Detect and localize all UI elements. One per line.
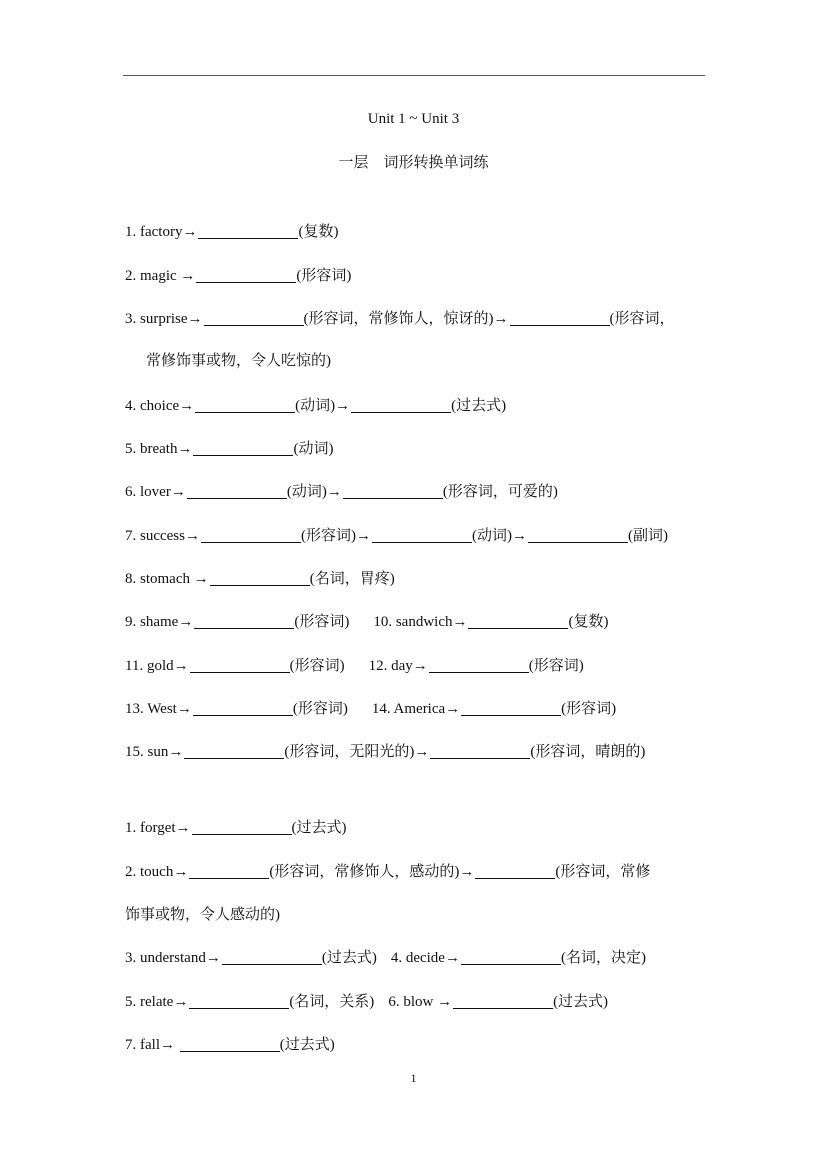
item-text: 3. surprise	[125, 311, 188, 327]
item-text: 2. magic	[125, 268, 181, 284]
arrow-icon: →	[437, 994, 453, 1010]
answer-blank[interactable]	[190, 658, 290, 673]
unit-range: Unit 1 ~ Unit 3	[367, 111, 460, 127]
exercise-item	[125, 610, 608, 631]
arrow-icon: →	[175, 820, 191, 836]
exercise-item	[125, 816, 347, 837]
answer-blank[interactable]	[198, 224, 298, 239]
arrow-icon: →	[356, 528, 371, 544]
exercise-item	[125, 437, 333, 458]
exercise-item	[125, 220, 338, 241]
answer-blank[interactable]	[461, 950, 561, 965]
arrow-icon: →	[412, 658, 428, 674]
item-text: (复数)	[568, 614, 609, 630]
item-text: (形容词，	[609, 311, 675, 327]
item-text: (动词)	[286, 484, 327, 500]
arrow-icon: →	[185, 528, 200, 544]
answer-blank[interactable]	[189, 994, 289, 1009]
answer-blank[interactable]	[195, 398, 295, 413]
item-text: (形容词，常修	[555, 864, 651, 880]
answer-blank[interactable]	[187, 484, 287, 499]
arrow-icon: →	[160, 1037, 175, 1053]
item-text: 5. relate	[125, 994, 174, 1010]
answer-blank[interactable]	[372, 528, 472, 543]
arrow-icon: →	[180, 268, 196, 284]
item-text: (过去式)	[291, 820, 347, 836]
item-text: 4. choice	[125, 398, 180, 414]
item-text: (名词，关系)	[289, 994, 375, 1010]
item-text: 7. success	[125, 528, 185, 544]
answer-blank[interactable]	[453, 994, 553, 1009]
item-text: 7. fall	[125, 1037, 160, 1053]
arrow-icon: →	[326, 484, 342, 500]
item-text: (形容词，无阳光的)	[284, 744, 415, 760]
item-text: (形容词，常修饰人，感动的)	[269, 864, 460, 880]
item-text: 6. lover	[125, 484, 171, 500]
item-text: (形容词)	[561, 701, 617, 717]
item-text: 10. sandwich	[373, 614, 453, 630]
arrow-icon: →	[459, 864, 475, 880]
page-number: 1	[410, 1071, 417, 1085]
item-text: (名词，胃疼)	[309, 571, 395, 587]
exercise-item	[125, 990, 608, 1011]
item-text: 8. stomach	[125, 571, 194, 587]
answer-blank[interactable]	[204, 311, 304, 326]
item-text: (形容词)	[289, 658, 345, 674]
answer-blank[interactable]	[510, 311, 610, 326]
item-text: 11. gold	[125, 658, 174, 674]
item-text: (形容词)	[296, 268, 352, 284]
item-text: (形容词)	[301, 528, 356, 544]
answer-blank[interactable]	[193, 701, 293, 716]
item-text: (过去式)	[321, 950, 377, 966]
exercise-item	[125, 697, 616, 718]
item-text: (复数)	[298, 224, 339, 240]
answer-blank[interactable]	[194, 614, 294, 629]
item-text: 1. factory	[125, 224, 183, 240]
answer-blank[interactable]	[351, 398, 451, 413]
answer-blank[interactable]	[461, 701, 561, 716]
exercise-item	[125, 567, 395, 588]
answer-blank[interactable]	[475, 864, 555, 879]
exercise-item-continued: 常修饰事或物，令人吃惊的)	[146, 353, 331, 369]
exercise-item	[125, 946, 646, 967]
arrow-icon: →	[168, 744, 184, 760]
item-text: (过去式)	[553, 994, 609, 1010]
item-text: (形容词，可爱的)	[442, 484, 558, 500]
exercise-item	[125, 480, 558, 501]
item-text: (过去式)	[451, 398, 507, 414]
item-text: 6. blow	[388, 994, 438, 1010]
answer-blank[interactable]	[210, 571, 310, 586]
item-text: 5. breath	[125, 441, 178, 457]
item-text: 12. day	[368, 658, 413, 674]
arrow-icon: →	[452, 614, 468, 630]
item-text: 1. forget	[125, 820, 176, 836]
arrow-icon: →	[512, 528, 527, 544]
item-text: (形容词)	[528, 658, 584, 674]
arrow-icon: →	[493, 311, 509, 327]
answer-blank[interactable]	[196, 268, 296, 283]
exercise-item	[125, 394, 506, 415]
answer-blank[interactable]	[180, 1037, 280, 1052]
item-text: 15. sun	[125, 744, 169, 760]
arrow-icon: →	[444, 950, 460, 966]
exercise-item	[125, 307, 675, 328]
arrow-icon: →	[170, 484, 186, 500]
exercise-item	[125, 740, 645, 761]
item-text: (动词)	[472, 528, 512, 544]
arrow-icon: →	[179, 398, 195, 414]
arrow-icon: →	[205, 950, 221, 966]
answer-blank[interactable]	[468, 614, 568, 629]
exercise-item-continued: 饰事或物，令人感动的)	[125, 907, 280, 923]
item-text: (形容词)	[292, 701, 348, 717]
exercise-item	[125, 654, 584, 675]
header-rule	[123, 75, 705, 76]
arrow-icon: →	[182, 224, 198, 240]
answer-blank[interactable]	[429, 658, 529, 673]
arrow-icon: →	[445, 701, 461, 717]
arrow-icon: →	[176, 701, 192, 717]
item-text: (形容词，常修饰人，惊讶的)	[303, 311, 494, 327]
answer-blank[interactable]	[192, 820, 292, 835]
answer-blank[interactable]	[222, 950, 322, 965]
exercise-item	[125, 524, 668, 545]
answer-blank[interactable]	[343, 484, 443, 499]
item-text: 9. shame	[125, 614, 179, 630]
item-text: (形容词，晴朗的)	[530, 744, 646, 760]
item-text: 2. touch	[125, 864, 174, 880]
item-text: (副词)	[628, 528, 668, 544]
answer-blank[interactable]	[528, 528, 628, 543]
arrow-icon: →	[193, 571, 209, 587]
exercise-item	[125, 264, 351, 285]
arrow-icon: →	[178, 614, 194, 630]
arrow-icon: →	[173, 658, 189, 674]
arrow-icon: →	[335, 398, 351, 414]
item-text: (动词)	[295, 398, 336, 414]
arrow-icon: →	[414, 744, 430, 760]
arrow-icon: →	[177, 441, 193, 457]
item-text: (过去式)	[279, 1037, 335, 1053]
exercise-item	[125, 1033, 335, 1054]
arrow-icon: →	[173, 864, 189, 880]
answer-blank[interactable]	[201, 528, 301, 543]
exercise-item	[125, 860, 650, 881]
item-text: 3. understand	[125, 950, 206, 966]
item-text: (形容词)	[294, 614, 350, 630]
arrow-icon: →	[187, 311, 203, 327]
item-text: (动词)	[293, 441, 334, 457]
answer-blank[interactable]	[184, 744, 284, 759]
arrow-icon: →	[173, 994, 189, 1010]
item-text: 4. decide	[390, 950, 445, 966]
item-text: 13. West	[125, 701, 177, 717]
answer-blank[interactable]	[193, 441, 293, 456]
answer-blank[interactable]	[430, 744, 530, 759]
item-text: 14. America	[371, 701, 446, 717]
item-text: (名词，决定)	[560, 950, 646, 966]
answer-blank[interactable]	[189, 864, 269, 879]
section-title: 一层 词形转换单词练	[338, 155, 489, 171]
